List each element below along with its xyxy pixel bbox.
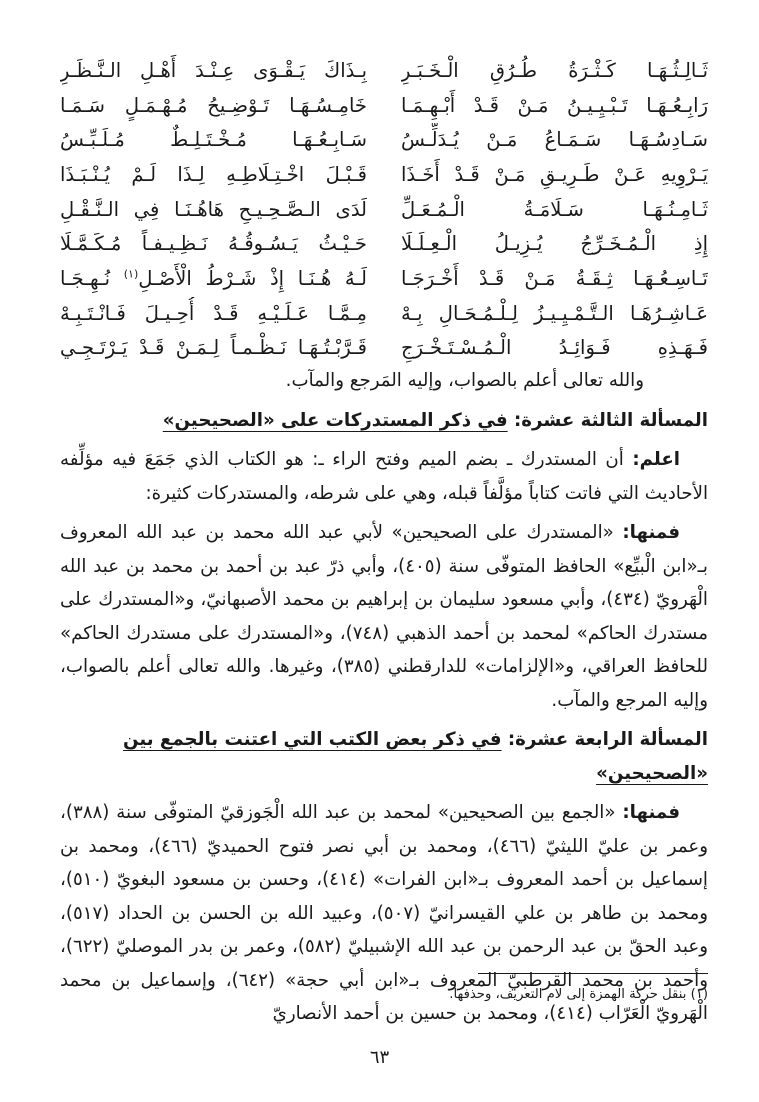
verse: سَـابِـعُـهَـا مُـخْـتَـلِـطٌ مُـلَـبِّـسُ (60, 128, 367, 152)
verse: تَـاسِـعُـهَـا ثِـقَـةُ مَـنْ قَـدْ أَخْـرَجَـا (401, 266, 708, 290)
verse: إِذِ الْـمُـخَـرِّجُ يُـزِيـلُ الْـعِـلَـلَا (401, 232, 708, 256)
section-label: المسألة الثالثة عشرة: (514, 409, 708, 431)
paragraph-text: أن المستدرك ـ بضم الميم وفتح الراء ـ: هو الكتاب الذي جَمَعَ فيه مؤلِّفه الأحاديث التي فاتت كتاباً مؤلَّفاً قبله، وهي على شرطه، والمستدركات كثيرة: (60, 449, 708, 504)
verse-tail: نُـهِـجَـا (60, 266, 111, 290)
verse-text: لَـهُ هُـنَـا إِذْ شَـرْطُ الْأَصْـلِ (138, 266, 367, 290)
verse: بِـذَاكَ يَـقْـوَى عِـنْـدَ أَهْـلِ الـنَّـظَـرِ (60, 59, 367, 82)
verse: سَـادِسُـهَـا سَـمَـاعُ مَـنْ يُـدَلِّـسُ (401, 128, 708, 152)
footnote (60, 985, 708, 1005)
section-13-heading (60, 404, 708, 438)
lead-word: فمنها: (622, 802, 680, 823)
verse: خَامِـسُـهَـا تَـوْضِـيحُ مُـهْـمَـلٍ سَـمَـا (60, 93, 367, 117)
verse-with-footnote (60, 262, 367, 297)
verse: يَـرْوِيهِ عَـنْ طَـرِيـقِ مَـنْ قَـدْ أَخَـذَا (401, 162, 708, 186)
verse: فَـهَـذِهِ فَـوَائِـدُ الْـمُـسْـتَـخْـرَجِ (401, 336, 708, 360)
verse: مِـمَّـا عَـلَـيْـهِ قَـدْ أُحِـيـلَ فَـانْـتَـبِـهْ (60, 301, 367, 325)
lead-word: فمنها: (622, 522, 680, 543)
section-13-definition (60, 443, 708, 510)
section-14-heading (60, 723, 708, 790)
footnote-text: بنقل حركة الهمزة إلى لام التعريف، وحذفها. (449, 987, 687, 1002)
verse: قَـبْـلَ اخْـتِـلَاطِـهِ لِـذَا لَـمْ يُـنْـبَـذَا (60, 162, 367, 186)
section-title: في ذكر المستدركات على «الصحيحين» (162, 409, 508, 431)
section-13-examples (60, 516, 708, 717)
section-title: في ذكر بعض الكتب التي اعتنت بالجمع بين «الصحيحين» (122, 729, 708, 784)
verse: رَابِـعُـهَـا تَـبْـيِـيـنُ مَـنْ قَـدْ أَبْـهِـمَـا (401, 93, 708, 117)
paragraph-text: «المستدرك على الصحيحين» لأبي عبد الله محمد بن عبد الله المعروف بـ«ابن الْبيِّع» الحافظ المتوفّى سنة (٤٠٥)، وأبي ذرّ عبد بن أحمد بن محمد بن عبد الله الْهَرويّ (٤٣٤)، وأبي مسعود سليمان بن إبراهيم بن محمد الأصبهانيّ، و«المستدرك على مستدرك الحاكم» لمحمد بن أحمد الذهبي (٧٤٨)، و«المستدرك على مستدرك الحاكم» للحافظ العراقي، و«الإلزامات» للدارقطني (٣٨٥)، وغيرها. والله تعالى أعلم بالصواب، وإليه المرجع والمآب. (60, 522, 709, 711)
verse: ثَـالِـثُـهَـا كَـثْـرَةُ طُـرُقِ الْـخَـبَـرِ (401, 59, 708, 82)
verse: لَدَى الـصَّـحِـيـحِ هَاهُـنَـا فِي الـنَّـقْـلِ (60, 197, 367, 221)
footnote-divider (478, 973, 708, 974)
verse: عَـاشِـرُهَـا الـتَّـمْـيِـيـزُ لِـلْـمُـحَـالِ بِـهْ (401, 301, 708, 325)
section-label: المسألة الرابعة عشرة: (507, 729, 708, 750)
lead-word: اعلم: (632, 449, 680, 470)
verse: قَـرَّبْـتُـهَـا نَـظْـمـاً لِـمَـنْ قَـدْ يَـرْتَـجِـي (60, 336, 367, 360)
poem (60, 54, 708, 366)
closing-line: والله تعالى أعلم بالصواب، وإليه المَرجع والمآب. (285, 370, 644, 391)
footnote-marker: (١) (123, 267, 139, 281)
footnote-number: (١) (690, 987, 708, 1002)
page-number: ٦٣ (369, 1047, 390, 1068)
verse: ثَـامِـنُـهَـا سَـلَامَـةُ الْـمُـعَـلِّ (401, 197, 708, 221)
verse: حَـيْـثُ يَـسُـوقُـهُ نَـظِـيـفـاً مُـكَـمَّـلَا (60, 232, 367, 256)
paragraph-text: «الجمع بين الصحيحين» لمحمد بن عبد الله الْجَوزقيّ المتوفّى سنة (٣٨٨)، وعمر بن عليّ الليثيّ (٤٦٦)، ومحمد بن أبي نصر فتوح الحميديّ (٤٦٦)، ومحمد بن إسماعيل بن أحمد المعروف بـ«ابن الفرات» (٤١٤)، وحسن بن مسعود البغويّ (٥١٠)، ومحمد بن طاهر بن علي القيسرانيّ (٥٠٧)، وعبيد الله بن الحسن بن الحداد (٥١٧)، وعبد الحقّ بن عبد الرحمن بن عبد الله الإشبيليّ (٥٨٢)، وعمر بن بدر الموصليّ (٦٢٢)، وأحمد بن محمد القرطبيّ المعروف بـ«ابن أبي حجة» (٦٤٢)، وإسماعيل بن محمد الْهَرويّ الْعَرّاب (٤١٤)، ومحمد بن حسين بن أحمد الأنصاريّ (60, 802, 708, 1024)
page-body (60, 54, 708, 1031)
